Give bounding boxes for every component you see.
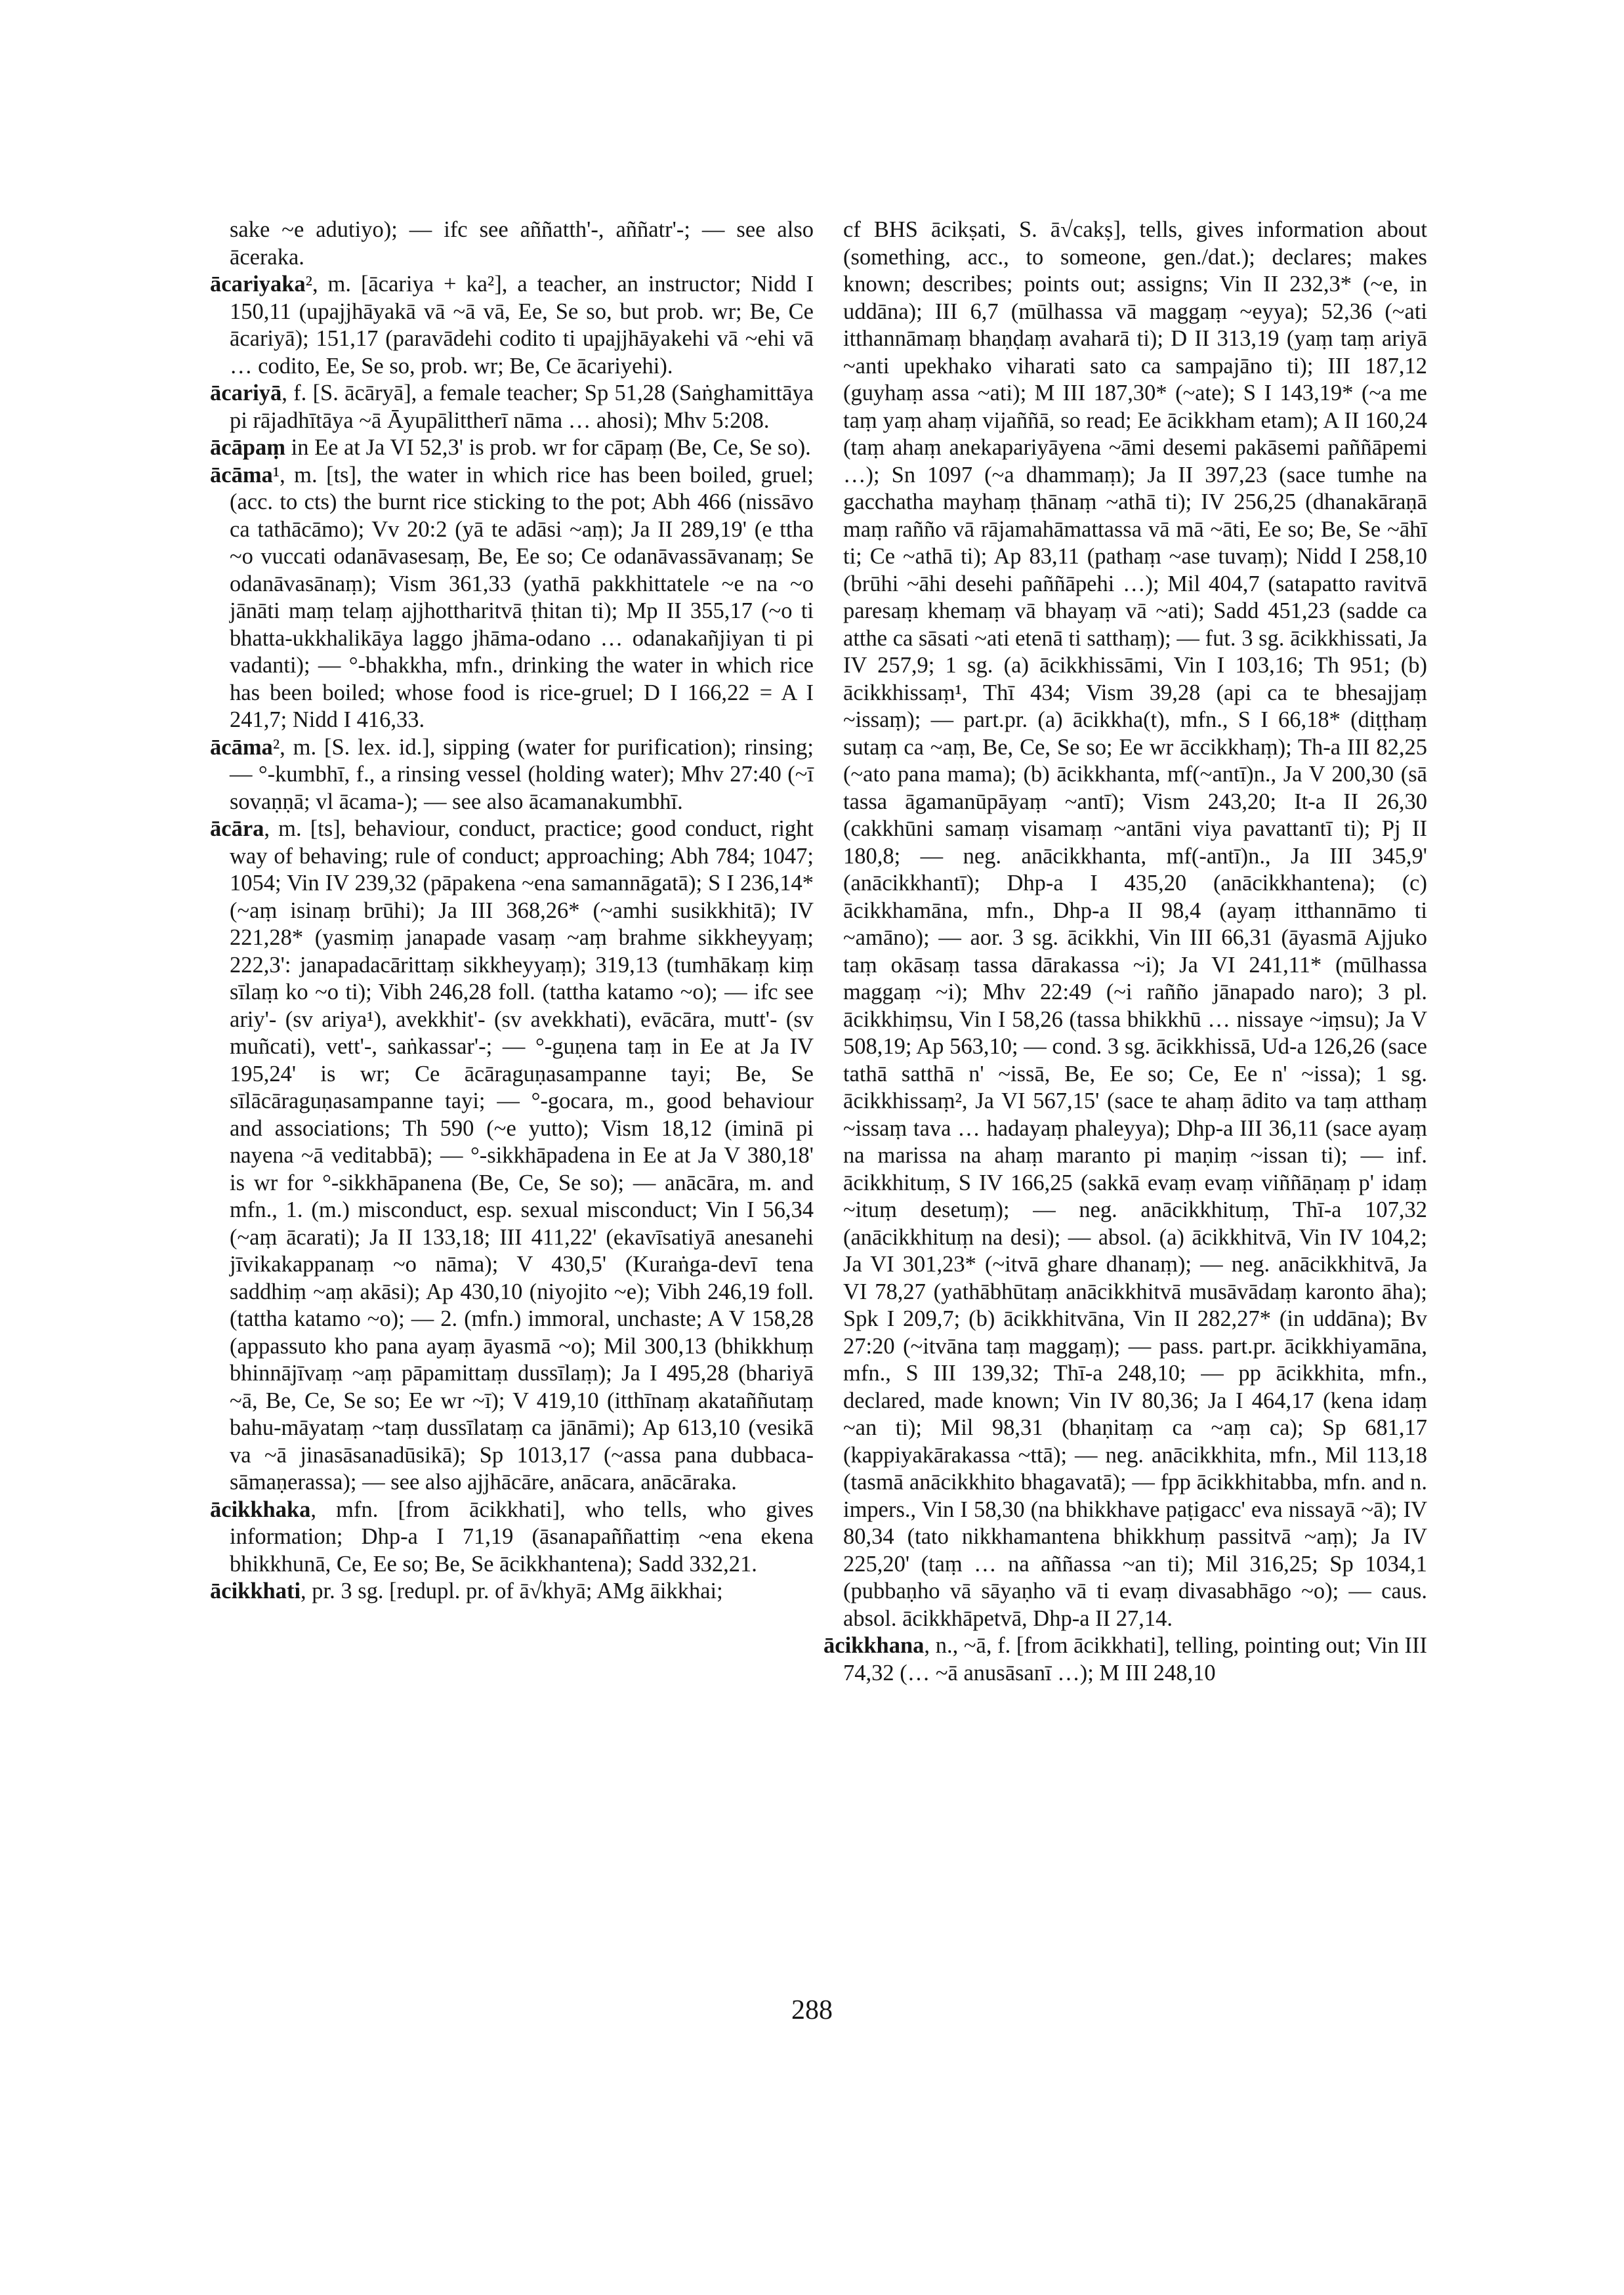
entry-text: sake ~e adutiyo); — ifc see aññatth'-, aññatr'-; — see also āceraka. [230, 217, 814, 270]
right-column [823, 217, 1427, 1687]
headword: ācāpaṃ [210, 435, 285, 460]
dictionary-entry-acama1 [210, 462, 814, 734]
entry-text: cf BHS ācikṣati, S. ā√cakṣ], tells, gives information about (something, acc., to someone, gen./dat.); declares; makes known; describes; points out; assigns; Vin II 232,3* (~e, in uddāna); III 6,7 (mūlhassa vā maggaṃ ~eyya); 52,36 (~ati itthannāmaṃ bhaṇḍaṃ avaharā ti); D II 313,19 (yaṃ taṃ ariyā ~anti upekhako viharati sato ca sampajāno ti); III 187,12 (guyhaṃ assa ~ati); M III 187,30* (~ate); S I 143,19* (~a me taṃ yaṃ ahaṃ vijaññā, so read; Ee ācikkham etam); A II 160,24 (taṃ ahaṃ anekapariyāyena ~āmi desemi pakāsemi paññāpemi …); Sn 1097 (~a dhammaṃ); Ja II 397,23 (sace tumhe na gacchatha mayhaṃ ṭhānaṃ ~athā ti); IV 256,25 (dhanakāraṇā maṃ rañño vā rājamahāmattassa vā mā ~āti, Ee so; Be, Se ~āhī ti; Ce ~athā ti); Ap 83,11 (pathaṃ ~ase tuvaṃ); Nidd I 258,10 (brūhi ~āhi desehi paññāpehi …); Mil 404,7 (satapatto ravitvā paresaṃ khemaṃ vā bhayaṃ vā ~ati); Sadd 451,23 (sadde ca atthe ca sāsati ~ati etenā ti satthaṃ); — fut. 3 sg. ācikkhissati, Ja IV 257,9; 1 sg. (a) ācikkhissāmi, Vin I 103,16; Th 951; (b) ācikkhissaṃ¹, Thī 434; Vism 39,28 (api ca te bhesajjaṃ ~issaṃ); — part.pr. (a) ācikkha(t), mfn., S I 66,18* (diṭṭhaṃ sutaṃ ca ~aṃ, Be, Ce, Se so; Ee wr āccikkhaṃ); Th-a III 82,25 (~ato pana mama); (b) ācikkhanta, mf(~antī)n., Ja V 200,30 (sā tassa āgamanūpāyaṃ ~antī); Vism 243,20; It-a II 26,30 (cakkhūni samaṃ visamaṃ ~antāni viya pavattantī ti); Pj II 180,8; — neg. anācikkhanta, mf(-antī)n., Ja III 345,9' (anācikkhantī); Dhp-a I 435,20 (anācikkhantena); (c) ācikkhamāna, mfn., Dhp-a II 98,4 (ayaṃ itthannāmo ti ~amāno); — aor. 3 sg. ācikkhi, Vin III 66,31 (āyasmā Ajjuko taṃ okāsaṃ tassa dārakassa ~i); Ja VI 241,11* (mūlhassa maggaṃ ~i); Mhv 22:49 (~i rañño jānapado naro); 3 pl. ācikkhiṃsu, Vin I 58,26 (tassa bhikkhū … nissaye ~iṃsu); Ja V 508,19; Ap 563,10; — cond. 3 sg. ācikkhissā, Ud-a 126,26 (sace tathā satthā n' ~issā, Be, Ee so; Ce, Ee n' ~issa); 1 sg. ācikkhissaṃ², Ja VI 567,15' (sace te ahaṃ ādito va taṃ atthaṃ ~issaṃ tava … hadayaṃ phaleyya); Dhp-a III 36,11 (sace ayaṃ na marissa na ahaṃ maranto pi maṇiṃ ~issan ti); — inf. ācikkhituṃ, S IV 166,25 (sakkā evaṃ evaṃ viññāṇaṃ p' idaṃ ~ituṃ desetuṃ); — neg. anācikkhituṃ, Thī-a 107,32 (anācikkhituṃ na desi); — absol. (a) ācikkhitvā, Vin IV 104,2; Ja VI 301,23* (~itvā ghare dhanaṃ); — neg. anācikkhitvā, Ja VI 78,27 (yathābhūtaṃ anācikkhitvā musāvādaṃ karonto āha); Spk I 209,7; (b) ācikkhitvāna, Vin II 282,27* (in uddāna); Bv 27:20 (~itvāna taṃ maggaṃ); — pass. part.pr. ācikkhiyamāna, mfn., S III 139,32; Thī-a 248,10; — pp ācikkhita, mfn., declared, made known; Vin IV 80,36; Ja I 464,17 (kena idaṃ ~an ti); Mil 98,31 (bhaṇitaṃ ca ~aṃ ca); Sp 681,17 (kappiyakārakassa ~ttā); — neg. anācikkhita, mfn., Mil 113,18 (tasmā anācikkhito bhagavatā); — fpp ācikkhitabba, mfn. and n. impers., Vin I 58,30 (na bhikkhave paṭigacc' eva nissayā ~ā); IV 80,34 (tato nikkhamantena bhikkhuṃ passitvā ~aṃ); Ja IV 225,20' (taṃ … na aññassa ~an ti); Mil 316,25; Sp 1034,1 (pubbaṇho vā sāyaṇho vā ti evaṃ divasabhāgo ~o); — caus. absol. ācikkhāpetvā, Dhp-a II 27,14. [843, 217, 1427, 1631]
entry-text: , f. [S. ācāryā], a female teacher; Sp 51,28 (Saṅghamittāya pi rājadhītāya ~ā Āyupālittherī nāma … ahosi); Mhv 5:208. [230, 381, 814, 433]
entry-text: , pr. 3 sg. [redupl. pr. of ā√khyā; AMg āikkhai; [301, 1579, 723, 1603]
entry-text: , n., ~ā, f. [from ācikkhati], telling, pointing out; Vin III 74,32 (… ~ā anusāsanī …); M III 248,10 [843, 1633, 1427, 1685]
headword: ācikkhaka [210, 1497, 311, 1522]
dictionary-entry-acara [210, 816, 814, 1497]
headword: ācikkhana [823, 1633, 925, 1658]
dictionary-entry-cont-aceraka [210, 217, 814, 271]
dictionary-entry-acikkhati-start [210, 1578, 814, 1605]
dictionary-entry-acama2 [210, 734, 814, 816]
headword: ācāra [210, 816, 264, 841]
dictionary-entry-acariya-f [210, 380, 814, 434]
dictionary-entry-acariyaka [210, 271, 814, 380]
dictionary-entry-acikkhati-cont [823, 217, 1427, 1632]
dictionary-entry-acapam [210, 434, 814, 462]
dictionary-entry-acikkhaka [210, 1497, 814, 1579]
entry-text: in Ee at Ja VI 52,3' is prob. wr for cāpaṃ (Be, Ce, Se so). [285, 435, 811, 460]
headword: ācikkhati [210, 1579, 301, 1603]
headword: ācariyaka [210, 272, 306, 297]
entry-text: , mfn. [from ācikkhati], who tells, who gives information; Dhp-a I 71,19 (āsanapaññattiṃ ~ena ekena bhikkhunā, Ce, Ee so; Be, Se ācikkhantena); Sadd 332,21. [230, 1497, 814, 1577]
entry-text: ², m. [ācariya + ka²], a teacher, an instructor; Nidd I 150,11 (upajjhāyakā vā ~ā vā, Ee, Se so, but prob. wr; Be, Ce ācariyā); 151,17 (paravādehi codito ti upajjhāyakehi vā ~ehi vā … codito, Ee, Se so, prob. wr; Be, Ce ācariyehi). [230, 272, 814, 379]
entry-text: ¹, m. [ts], the water in which rice has been boiled, gruel; (acc. to cts) the burnt rice sticking to the pot; Abh 466 (nissāvo ca tathācāmo); Vv 20:2 (yā te adāsi ~aṃ); Ja II 289,19' (e ttha ~o vuccati odanāvasesaṃ, Be, Ee so; Ce odanāvassāvanaṃ; Se odanāvasānaṃ); Vism 361,33 (yathā pakkhittatele ~e na ~o jānāti maṃ telaṃ ajjhottharitvā ṭhitan ti); Mp II 355,17 (~o ti bhatta-ukkhalikāya laggo jhāma-odano … odanakañjiyan ti pi vadanti); — °-bhakkha, mfn., drinking the water in which rice has been boiled; whose food is rice-gruel; D I 166,22 = A I 241,7; Nidd I 416,33. [230, 462, 814, 732]
headword: ācāma [210, 734, 273, 760]
left-column [210, 217, 814, 1605]
entry-text: , m. [ts], behaviour, conduct, practice; good conduct, right way of behaving; rule of conduct; approaching; Abh 784; 1047; 1054; Vin IV 239,32 (pāpakena ~ena samannāgatā); S I 236,14* (~aṃ isinaṃ brūhi); Ja III 368,26* (~amhi susikkhitā); IV 221,28* (yasmiṃ janapade vasaṃ ~aṃ brahme sikkheyyaṃ; 222,3': janapadacārittaṃ sikkheyyaṃ); 319,13 (tumhākaṃ kiṃ sīlaṃ ko ~o ti); Vibh 246,28 foll. (tattha katamo ~o); — ifc see ariy'- (sv ariya¹), avekkhit'- (sv avekkhati), evācāra, mutt'- (sv muñcati), vett'-, saṅkassar'-; — °-guṇena taṃ in Ee at Ja IV 195,24' is wr; Ce ācāraguṇasampanne tayi; Be, Se sīlācāraguṇasampanne tayi; — °-gocara, m., good behaviour and associations; Th 590 (~e yutto); Vism 18,12 (iminā pi nayena ~ā veditabbā); — °-sikkhāpadena in Ee at Ja V 380,18' is wr for °-sikkhāpanena (Be, Ce, Se so); — anācāra, m. and mfn., 1. (m.) misconduct, esp. sexual misconduct; Vin I 56,34 (~aṃ ācarati); Ja II 133,18; III 411,22' (ekavīsatiyā anesanehi jīvikakappanaṃ ~o nāma); V 430,5' (Kuraṅga-devī tena saddhiṃ ~aṃ akāsi); Ap 430,10 (niyojito ~e); Vibh 246,19 foll. (tattha katamo ~o); — 2. (mfn.) immoral, unchaste; A V 158,28 (appassuto kho pana ayaṃ āyasmā ~o); Mil 300,13 (bhikkhuṃ bhinnājīvaṃ ~aṃ pāpamittaṃ dussīlaṃ); Ja I 495,28 (bhariyā ~ā, Be, Ce, Se so; Ee wr ~ī); V 419,10 (itthīnaṃ akataññutaṃ bahu-māyataṃ ~taṃ dussīlataṃ ca jānāmi); Ap 613,10 (vesikā va ~ā jinasāsanadūsikā); Sp 1013,17 (~assa pana dubbaca-sāmaṇerassa); — see also ajjhācāre, anācara, anācāraka. [230, 816, 814, 1495]
headword: ācāma [210, 462, 273, 487]
entry-text: ², m. [S. lex. id.], sipping (water for purification); rinsing; — °-kumbhī, f., a rinsing vessel (holding water); Mhv 27:40 (~ī sovaṇṇā; vl ācama-); — see also ācamanakumbhī. [230, 734, 814, 814]
dictionary-entry-acikkhana [823, 1632, 1427, 1687]
headword: ācariyā [210, 381, 282, 405]
page-number: 288 [791, 1995, 833, 2025]
